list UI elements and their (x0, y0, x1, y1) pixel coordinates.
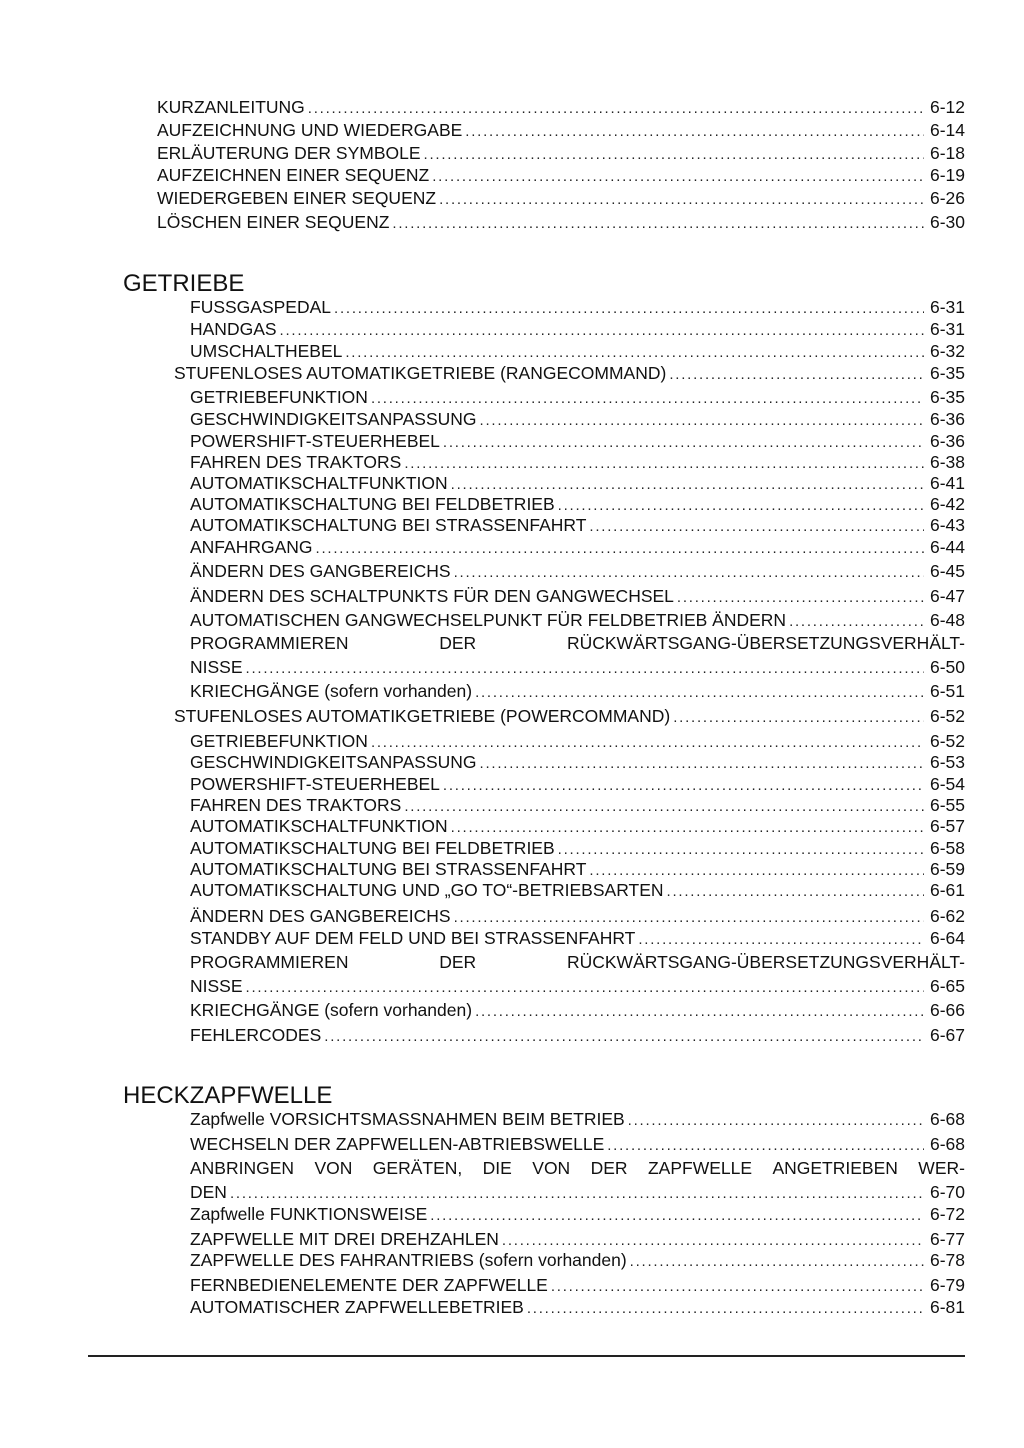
leader-dots (371, 388, 924, 410)
toc-page: 6-51 (929, 681, 965, 701)
toc-entry[interactable] (190, 680, 965, 704)
toc-entry[interactable] (190, 296, 965, 320)
toc-entry[interactable] (157, 211, 965, 235)
leader-dots (677, 587, 924, 609)
toc-entry[interactable] (190, 340, 965, 364)
toc-title: KURZANLEITUNG (157, 97, 305, 117)
toc-page: 6-31 (929, 297, 965, 317)
toc-page: 6-26 (929, 188, 965, 208)
toc-entry[interactable] (190, 1203, 965, 1227)
leader-dots (628, 1110, 924, 1132)
toc-word: VON (532, 1158, 571, 1178)
toc-title: POWERSHIFT-STEUERHEBEL (190, 774, 440, 794)
leader-dots (230, 1183, 924, 1205)
toc-page: 6-31 (929, 319, 965, 339)
toc-title: GESCHWINDIGKEITSANPASSUNG (190, 409, 477, 429)
leader-dots (465, 121, 924, 143)
toc-page: 6-32 (929, 341, 965, 361)
leader-dots (475, 1001, 924, 1023)
toc-entry-powercommand[interactable] (174, 705, 965, 729)
toc-title: GESCHWINDIGKEITSANPASSUNG (190, 752, 477, 772)
toc-title: AUTOMATIKSCHALTFUNKTION (190, 816, 448, 836)
leader-dots (392, 213, 924, 235)
toc-title: STUFENLOSES AUTOMATIKGETRIEBE (POWERCOMMAND) (174, 706, 671, 726)
toc-page: 6-78 (929, 1250, 965, 1270)
toc-title: NISSE (190, 657, 243, 677)
toc-page: 6-81 (929, 1297, 965, 1317)
toc-page: 6-45 (929, 561, 965, 581)
toc-entry[interactable] (190, 536, 965, 560)
toc-page: 6-35 (929, 387, 965, 407)
leader-dots (551, 1276, 924, 1298)
toc-word: DER (439, 952, 477, 972)
toc-title: KRIECHGÄNGE (sofern vorhanden) (190, 681, 473, 701)
toc-page: 6-30 (929, 212, 965, 232)
toc-word: WER- (918, 1158, 965, 1178)
toc-entry[interactable] (190, 879, 965, 903)
toc-title: AUFZEICHNEN EINER SEQUENZ (157, 165, 430, 185)
toc-page: 6-61 (929, 880, 965, 900)
toc-title: KRIECHGÄNGE (sofern vorhanden) (190, 1000, 473, 1020)
toc-entry[interactable] (190, 560, 965, 584)
leader-dots (454, 907, 924, 929)
section-heading-heckzapfwelle: HECKZAPFWELLE (123, 1082, 333, 1109)
toc-entry[interactable] (190, 386, 965, 410)
toc-page: 6-58 (929, 838, 965, 858)
toc-entry-justified[interactable] (190, 1157, 965, 1179)
toc-title: FAHREN DES TRAKTORS (190, 452, 402, 472)
toc-page: 6-79 (929, 1275, 965, 1295)
toc-title: ZAPFWELLE MIT DREI DREHZAHLEN (190, 1229, 499, 1249)
toc-title: Zapfwelle VORSICHTSMASSNAHMEN BEIM BETRIEB (190, 1109, 625, 1129)
toc-entry[interactable] (190, 999, 965, 1023)
toc-page: 6-66 (929, 1000, 965, 1020)
toc-page: 6-35 (929, 363, 965, 383)
toc-title: Zapfwelle FUNKTIONSWEISE (190, 1204, 428, 1224)
toc-title: LÖSCHEN EINER SEQUENZ (157, 212, 390, 232)
toc-page: 6-50 (929, 657, 965, 677)
toc-word: PROGRAMMIEREN (190, 633, 349, 653)
toc-page: 6-36 (929, 409, 965, 429)
toc-page: 6-55 (929, 795, 965, 815)
toc-title: POWERSHIFT-STEUERHEBEL (190, 431, 440, 451)
toc-title: NISSE (190, 976, 243, 996)
toc-entry-justified[interactable] (190, 632, 965, 654)
toc-entry[interactable] (190, 751, 965, 775)
toc-page: 6-68 (929, 1109, 965, 1129)
leader-dots (589, 516, 924, 538)
toc-word: ANGETRIEBEN (772, 1158, 898, 1178)
leader-dots (480, 753, 924, 775)
toc-entry[interactable] (190, 1249, 965, 1273)
toc-title: AUTOMATIKSCHALTUNG BEI STRASSENFAHRT (190, 515, 587, 535)
toc-page: 6-36 (929, 431, 965, 451)
toc-title: AUFZEICHNUNG UND WIEDERGABE (157, 120, 463, 140)
toc-entry[interactable] (190, 1181, 965, 1205)
toc-page: 6-47 (929, 586, 965, 606)
leader-dots (308, 98, 924, 120)
leader-dots (630, 1251, 924, 1273)
toc-entry[interactable] (190, 927, 965, 951)
toc-page: 6-64 (929, 928, 965, 948)
toc-entry[interactable] (157, 142, 965, 166)
toc-entry[interactable] (190, 1108, 965, 1132)
toc-entry-rangecommand[interactable] (174, 362, 965, 386)
toc-page: 6-44 (929, 537, 965, 557)
toc-page: 6-53 (929, 752, 965, 772)
toc-page: 6-42 (929, 494, 965, 514)
leader-dots (246, 977, 924, 999)
leader-dots (280, 320, 924, 342)
toc-word: ANBRINGEN (190, 1158, 295, 1178)
toc-title: WIEDERGEBEN EINER SEQUENZ (157, 188, 437, 208)
toc-word: GERÄTEN, (372, 1158, 463, 1178)
toc-entry[interactable] (190, 1296, 965, 1320)
leader-dots (673, 707, 924, 729)
leader-dots (324, 1026, 924, 1048)
toc-page: 6-72 (929, 1204, 965, 1224)
toc-entry[interactable] (190, 408, 965, 432)
toc-word: DER (439, 633, 477, 653)
leader-dots (607, 1135, 924, 1157)
toc-entry[interactable] (190, 1274, 965, 1298)
toc-entry[interactable] (190, 514, 965, 538)
leader-dots (789, 611, 924, 633)
leader-dots (669, 364, 924, 386)
leader-dots (667, 881, 924, 903)
toc-word: ZAPFWELLE (647, 1158, 753, 1178)
toc-page: 6-62 (929, 906, 965, 926)
toc-title: AUTOMATIKSCHALTUNG BEI STRASSENFAHRT (190, 859, 587, 879)
toc-entry[interactable] (190, 905, 965, 929)
leader-dots (475, 682, 924, 704)
leader-dots (638, 929, 924, 951)
leader-dots (432, 166, 924, 188)
footer-rule (88, 1355, 965, 1357)
leader-dots (424, 144, 924, 166)
toc-title: FAHREN DES TRAKTORS (190, 795, 402, 815)
toc-page: 6-14 (929, 120, 965, 140)
toc-title: AUTOMATIKSCHALTUNG BEI FELDBETRIEB (190, 838, 555, 858)
toc-page: 6-43 (929, 515, 965, 535)
toc-title: WECHSELN DER ZAPFWELLEN-ABTRIEBSWELLE (190, 1134, 605, 1154)
leader-dots (430, 1205, 924, 1227)
toc-word: DIE (482, 1158, 512, 1178)
toc-title: GETRIEBEFUNKTION (190, 731, 368, 751)
toc-entry[interactable] (157, 187, 965, 211)
toc-entry[interactable] (190, 1133, 965, 1157)
toc-title: STANDBY AUF DEM FELD UND BEI STRASSENFAHRT (190, 928, 636, 948)
toc-title: AUTOMATISCHEN GANGWECHSELPUNKT FÜR FELDBETRIEB ÄNDERN (190, 610, 787, 630)
toc-page: 6-52 (929, 731, 965, 751)
toc-title: AUTOMATISCHER ZAPFWELLEBETRIEB (190, 1297, 524, 1317)
toc-title: ERLÄUTERUNG DER SYMBOLE (157, 143, 421, 163)
toc-page: 6-18 (929, 143, 965, 163)
toc-title: DEN (190, 1182, 227, 1202)
section-heading-getriebe: GETRIEBE (123, 270, 245, 297)
toc-page: 6-67 (929, 1025, 965, 1045)
toc-title: FUSSGASPEDAL (190, 297, 332, 317)
toc-word: PROGRAMMIEREN (190, 952, 349, 972)
toc-title: ÄNDERN DES GANGBEREICHS (190, 561, 451, 581)
toc-page: 6-59 (929, 859, 965, 879)
toc-title: ANFAHRGANG (190, 537, 313, 557)
toc-title: ÄNDERN DES SCHALTPUNKTS FÜR DEN GANGWECHSEL (190, 586, 674, 606)
toc-entry-justified[interactable] (190, 951, 965, 973)
toc-page: 6-41 (929, 473, 965, 493)
toc-title: STUFENLOSES AUTOMATIKGETRIEBE (RANGECOMMAND) (174, 363, 667, 383)
leader-dots (439, 189, 924, 211)
leader-dots (345, 342, 924, 364)
toc-entry[interactable] (190, 585, 965, 609)
toc-page: 6-19 (929, 165, 965, 185)
toc-entry[interactable] (157, 164, 965, 188)
toc-page: 6-38 (929, 452, 965, 472)
leader-dots (454, 562, 924, 584)
leader-dots (246, 658, 924, 680)
toc-word: DER (590, 1158, 628, 1178)
toc-entry[interactable] (190, 318, 965, 342)
toc-title: ÄNDERN DES GANGBEREICHS (190, 906, 451, 926)
toc-entry[interactable] (190, 815, 965, 839)
toc-title: AUTOMATIKSCHALTUNG BEI FELDBETRIEB (190, 494, 555, 514)
toc-title: HANDGAS (190, 319, 277, 339)
toc-page: 6-70 (929, 1182, 965, 1202)
toc-entry[interactable] (190, 656, 965, 680)
toc-page: 6-12 (929, 97, 965, 117)
toc-title: UMSCHALTHEBEL (190, 341, 343, 361)
toc-entry[interactable] (157, 96, 965, 120)
toc-entry[interactable] (190, 975, 965, 999)
leader-dots (334, 298, 924, 320)
leader-dots (451, 817, 924, 839)
leader-dots (480, 410, 924, 432)
toc-word: RÜCKWÄRTSGANG-ÜBERSETZUNGSVERHÄLT- (566, 633, 965, 653)
toc-title: FEHLERCODES (190, 1025, 322, 1045)
toc-entry[interactable] (157, 119, 965, 143)
toc-title: AUTOMATIKSCHALTFUNKTION (190, 473, 448, 493)
leader-dots (316, 538, 924, 560)
toc-word: VON (314, 1158, 353, 1178)
toc-page: 6-68 (929, 1134, 965, 1154)
toc-entry[interactable] (190, 1024, 965, 1048)
toc-title: GETRIEBEFUNKTION (190, 387, 368, 407)
toc-page: 6-48 (929, 610, 965, 630)
toc-page: 6-77 (929, 1229, 965, 1249)
toc-title: ZAPFWELLE DES FAHRANTRIEBS (sofern vorhanden) (190, 1250, 627, 1270)
toc-title: AUTOMATIKSCHALTUNG UND „GO TO“-BETRIEBSARTEN (190, 880, 664, 900)
toc-word: RÜCKWÄRTSGANG-ÜBERSETZUNGSVERHÄLT- (566, 952, 965, 972)
toc-entry[interactable] (190, 609, 965, 633)
toc-page: 6-57 (929, 816, 965, 836)
toc-page: 6-52 (929, 706, 965, 726)
toc-title: FERNBEDIENELEMENTE DER ZAPFWELLE (190, 1275, 548, 1295)
toc-page: 6-65 (929, 976, 965, 996)
leader-dots (527, 1298, 924, 1320)
toc-page: 6-54 (929, 774, 965, 794)
